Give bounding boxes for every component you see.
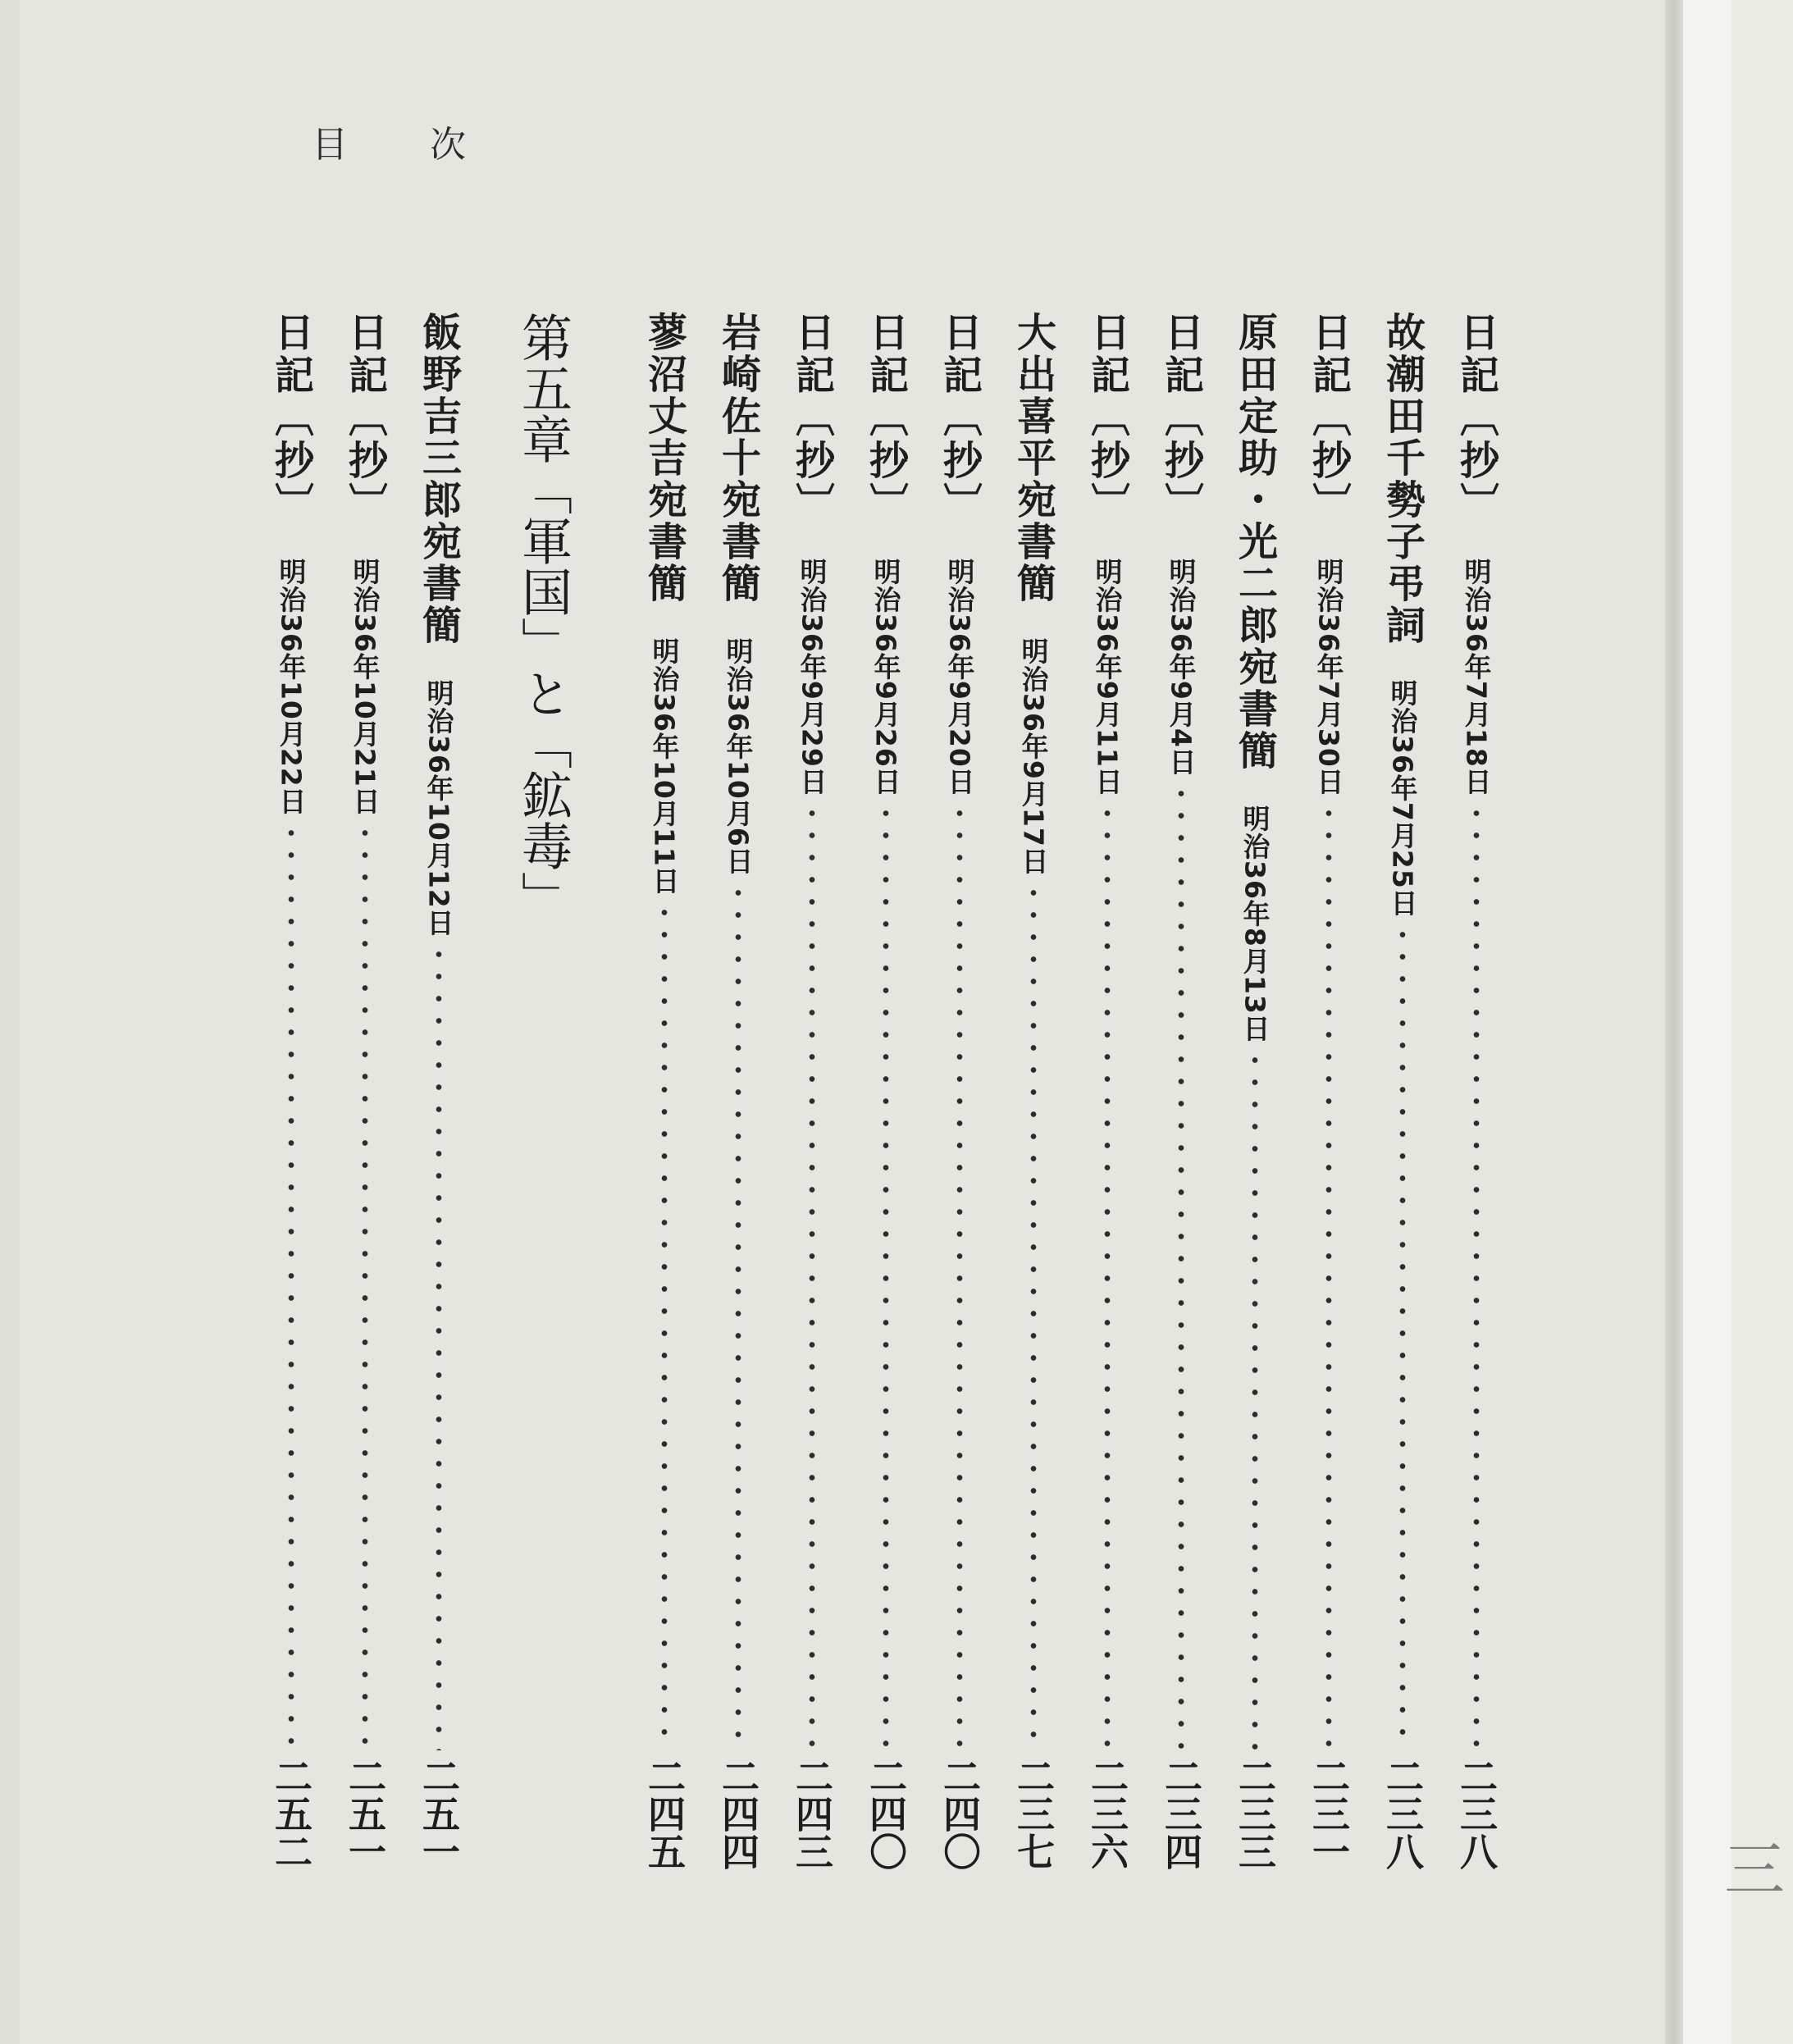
toc-entry[interactable]: [1152, 312, 1210, 1870]
entry-title: 日記〔抄〕: [862, 312, 909, 525]
entry-title: 日記〔抄〕: [1305, 312, 1352, 525]
leader-dots: [931, 802, 988, 1750]
leader-dots: [1005, 882, 1062, 1750]
entry-title: 日記〔抄〕: [788, 312, 835, 525]
entry-page-number: 二三八: [1454, 1757, 1499, 1870]
entry-page-number: 二三六: [1085, 1757, 1129, 1870]
entry-page-number: 二五一: [417, 1757, 461, 1870]
toc-entry[interactable]: [1226, 312, 1284, 1870]
toc-entry[interactable]: [410, 312, 468, 1870]
entry-page-number: 二四〇: [938, 1757, 982, 1870]
leader-dots: [1448, 802, 1505, 1750]
entry-title: 飯野吉三郎宛書簡: [415, 312, 462, 646]
entry-page-number: 二四〇: [864, 1757, 908, 1870]
entry-title: 大出喜平宛書簡: [1010, 312, 1056, 605]
entry-date: 明治36年7月18日: [1460, 558, 1493, 796]
entry-date: 明治36年9月17日: [1017, 637, 1050, 875]
toc-entry[interactable]: [1079, 312, 1136, 1870]
entry-title: 岩崎佐十宛書簡: [714, 312, 761, 605]
leader-dots: [1374, 924, 1431, 1750]
toc-entry[interactable]: [783, 312, 841, 1870]
entry-date: 明治36年9月11日: [1091, 558, 1124, 796]
leader-dots: [783, 802, 841, 1750]
leader-dots: [636, 901, 693, 1750]
toc-entry[interactable]: [262, 312, 320, 1870]
entry-title: 故潮田千勢子弔詞: [1379, 312, 1426, 646]
entry-title: 蓼沼丈吉宛書簡: [641, 312, 687, 605]
leader-dots: [262, 822, 320, 1750]
entry-title: 日記〔抄〕: [1084, 312, 1130, 525]
leader-dots: [1152, 782, 1210, 1750]
toc-entry[interactable]: [1005, 312, 1062, 1870]
entry-date: 明治36年9月29日: [796, 558, 828, 796]
entry-page-number: 二三一: [1307, 1757, 1351, 1870]
entry-date: 明治36年7月25日: [1386, 679, 1419, 917]
entry-date: 明治36年10月6日: [722, 637, 755, 875]
leader-dots: [857, 802, 915, 1750]
entry-title: 日記〔抄〕: [1453, 312, 1499, 525]
entry-page-number: 二四三: [790, 1757, 834, 1870]
leader-dots: [1300, 802, 1357, 1750]
entry-page-number: 二三七: [1011, 1757, 1056, 1870]
entry-page-number: 二四五: [642, 1757, 687, 1870]
entry-page-number: 二五二: [269, 1757, 313, 1870]
toc-entry[interactable]: [1448, 312, 1505, 1870]
toc-entry[interactable]: [1300, 312, 1357, 1870]
entry-date: 明治36年10月22日: [275, 558, 308, 815]
chapter-heading[interactable]: 第五章「軍国」と「鉱毒」: [513, 312, 573, 922]
entry-page-number: 二三四: [1159, 1757, 1203, 1870]
entry-date: 明治36年9月20日: [943, 558, 976, 796]
entry-date: 明治36年10月21日: [349, 558, 381, 815]
entry-title: 日記〔抄〕: [1157, 312, 1204, 525]
entry-title: 原田定助・光二郎宛書簡: [1231, 312, 1278, 772]
entry-date: 明治36年9月26日: [869, 558, 902, 796]
table-of-contents: [0, 312, 1673, 1870]
entry-page-number: 二四四: [716, 1757, 760, 1870]
running-header: 目次: [312, 124, 548, 166]
toc-entry[interactable]: [857, 312, 915, 1870]
entry-title: 日記〔抄〕: [267, 312, 314, 525]
next-page-edge: [1683, 0, 1731, 2044]
leader-dots: [336, 822, 394, 1750]
leader-dots: [1079, 802, 1136, 1750]
entry-page-number: 二三八: [1380, 1757, 1425, 1870]
entry-date: 明治36年9月4日: [1165, 558, 1198, 776]
leader-dots: [410, 943, 468, 1750]
entry-date: 明治36年10月11日: [648, 637, 681, 895]
entry-page-number: 二五一: [343, 1757, 387, 1870]
next-page-glyph: 三: [1714, 1837, 1785, 1898]
entry-date: 明治36年10月12日: [422, 679, 455, 937]
leader-dots: [709, 882, 767, 1750]
toc-entry[interactable]: [931, 312, 988, 1870]
entry-date: 明治36年8月13日: [1239, 805, 1271, 1043]
entry-title: 日記〔抄〕: [936, 312, 983, 525]
entry-page-number: 二三三: [1233, 1757, 1277, 1870]
entry-title: 日記〔抄〕: [341, 312, 388, 525]
toc-entry[interactable]: [336, 312, 394, 1870]
toc-entry[interactable]: [636, 312, 693, 1870]
toc-entry[interactable]: [709, 312, 767, 1870]
entry-date: 明治36年7月30日: [1312, 558, 1345, 796]
leader-dots: [1226, 1049, 1284, 1750]
toc-entry[interactable]: [1374, 312, 1431, 1870]
